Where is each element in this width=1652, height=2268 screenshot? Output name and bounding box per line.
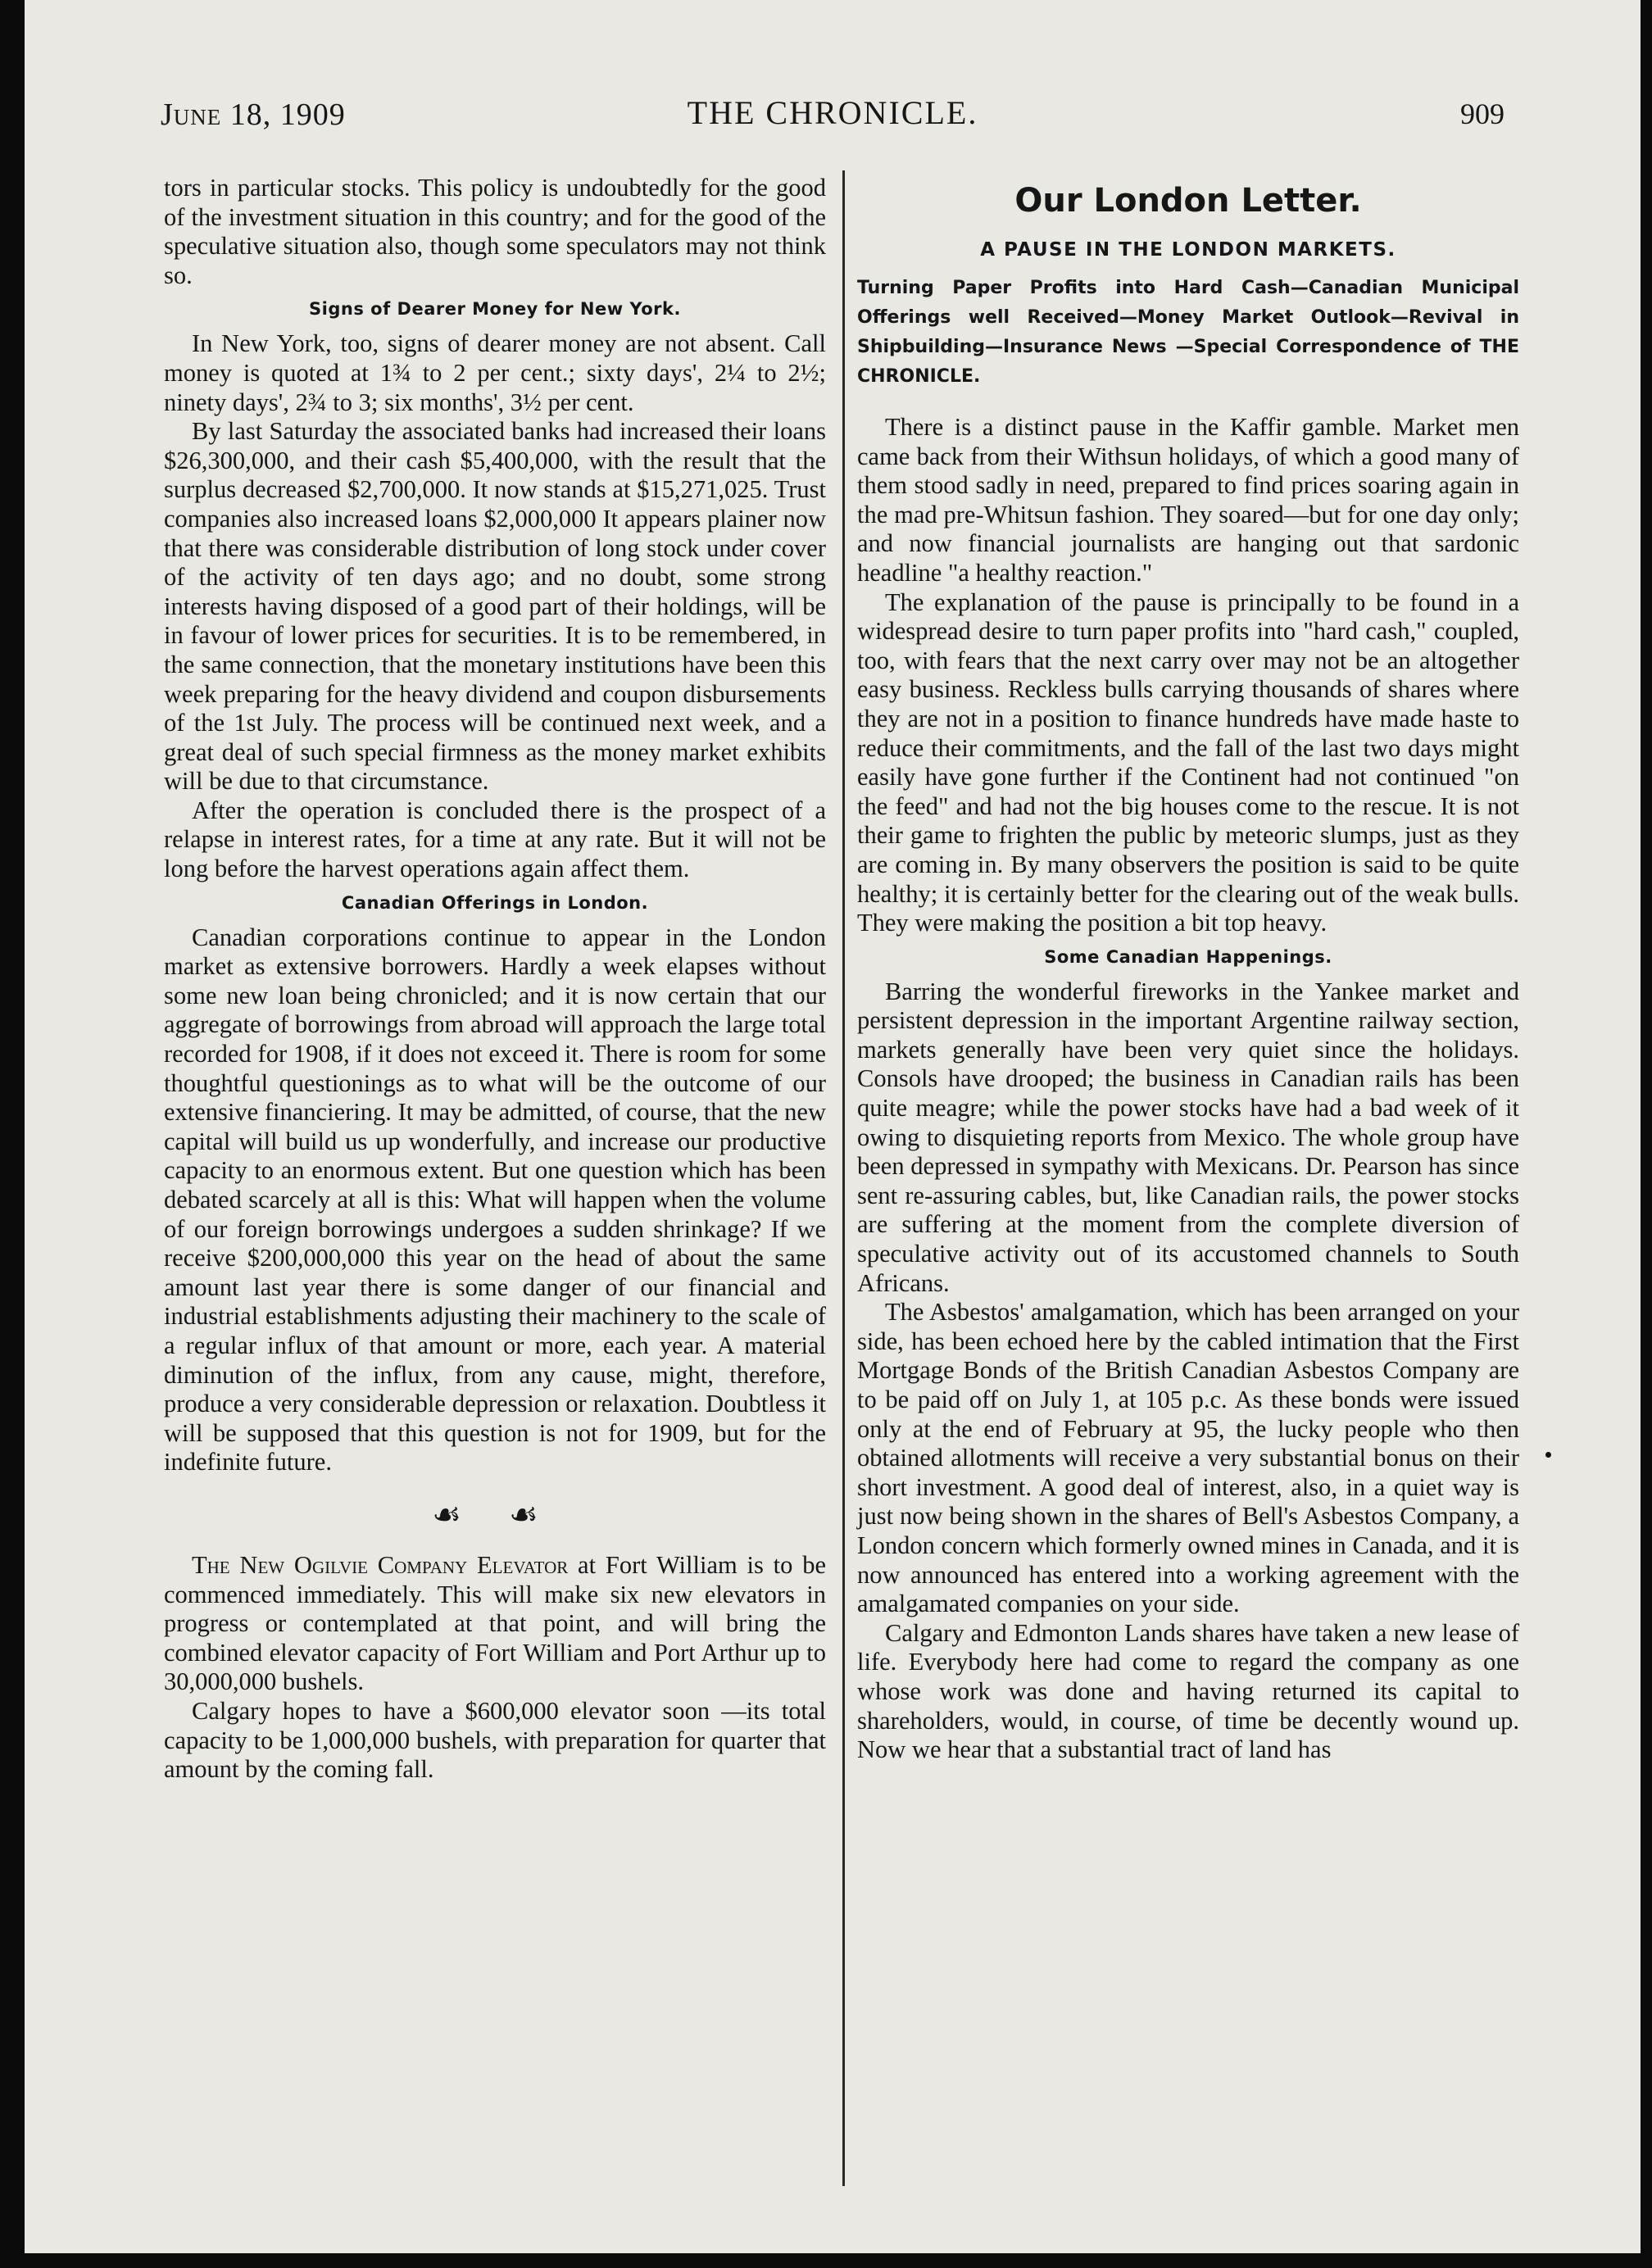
- paragraph: The Asbestos' amalgamation, which has been arranged on your side, has been echoed here by the cabled intimation that the First Mortgage Bonds of the British Canadian Asbestos Company are to be paid off on July 1, at 105 p.c. As these bonds were issued only at the end of February at 95, the lucky people who then obtained allotments will receive a very substantial bonus on their short investment. A good deal of interest, also, in a quiet way is just now being shown in the shares of Bell's Asbestos Company, a London concern which formerly owned mines in Canada, and it is now announced has entered into a working agreement with the amalgamated companies on your side.: [857, 1298, 1519, 1618]
- article-title: Our London Letter.: [1014, 182, 1362, 220]
- scan-border-left: [0, 0, 25, 2268]
- scan-border-right: [1641, 0, 1652, 2268]
- right-column: [857, 174, 1519, 1765]
- paragraph: Calgary hopes to have a $600,000 elevator soon —its total capacity to be 1,000,000 bushels, with preparation for quarter that amount by the coming fall.: [164, 1696, 826, 1784]
- paragraph-text: at Fort William is to be commenced immediately. This will make six new elevators in progress or contemplated at that point, and will bring the combined elevator capacity of Fort William and Port Arthur up to 30,000,000 bushels.: [164, 1550, 826, 1696]
- section-heading-canadian-happenings: Some Canadian Happenings.: [1044, 946, 1332, 967]
- article-deck: Turning Paper Profits into Hard Cash—Canadian Municipal Offerings well Received—Money Market Outlook—Revival in Shipbuilding—Insurance News —Special Correspondence of THE CHRONICLE.: [857, 278, 1519, 387]
- scan-border-bottom: [0, 2253, 1652, 2268]
- paragraph: Canadian corporations continue to appear in the London market as extensive borrowers. Hardly a week elapses without some new loan being chronicled; and it is now certain that our aggregate of borrowings from abroad will approach the large total recorded for 1908, if it does not exceed it. There is room for some thoughtful questionings as to what will be the outcome of our extensive financiering. It may be admitted, of course, that the new capital will build us up wonderfully, and increase our productive capacity to an enormous extent. But one question which has been debated scarcely at all is this: What will happen when the volume of our foreign borrowings undergoes a sudden shrinkage? If we receive $200,000,000 this year on the head of about the same amount last year there is some danger of our financial and industrial establishments adjusting their machinery to the scale of a regular influx of that amount or more, each year. A material diminution of the influx, from any cause, might, therefore, produce a very considerable depression or relaxation. Doubtless it will be supposed that this question is not for 1909, but for the indefinite future.: [164, 923, 826, 1476]
- fleuron-ornament: ☙ ☙: [432, 1495, 558, 1533]
- issue-date: June 18, 1909: [161, 98, 346, 132]
- paragraph: tors in particular stocks. This policy is undoubtedly for the good of the investment situation in this country; and for the good of the speculative situation also, though some speculators may not think so.: [164, 174, 826, 289]
- left-column: [164, 174, 826, 1785]
- running-header: [161, 88, 1504, 138]
- scan-speck: [1545, 1452, 1551, 1458]
- paragraph: After the operation is concluded there is the prospect of a relapse in interest rates, for a time at any rate. But it will not be long before the harvest operations again affect them.: [164, 796, 826, 883]
- publication-title: THE CHRONICLE.: [687, 94, 978, 131]
- page-number: 909: [1460, 98, 1504, 130]
- paragraph: The explanation of the pause is principally to be found in a widespread desire to turn paper profits into "hard cash," coupled, too, with fears that the next carry over may not be an altogether easy business. Reckless bulls carrying thousands of shares where they are not in a position to finance hundreds have made haste to reduce their commitments, and the fall of the last two days might easily have gone further if the Continent had not continued "on the feed" and had not the big houses come to the rescue. It is not their game to frighten the public by meteoric slumps, just as they are coming in. By many observers the position is said to be quite healthy; it is certainly better for the clearing out of the weak bulls. They were making the position a bit top heavy.: [857, 587, 1519, 937]
- section-heading-canadian-offerings: Canadian Offerings in London.: [341, 892, 649, 913]
- column-divider: [842, 170, 845, 2186]
- paragraph: There is a distinct pause in the Kaffir gamble. Market men came back from their Withsun holidays, of which a good many of them stood sadly in need, prepared to find prices soaring again in the mad pre-Whitsun fashion. They soared—but for one day only; and now financial journalists are hanging out that sardonic headline "a healthy reaction.": [857, 413, 1519, 587]
- paragraph: Calgary and Edmonton Lands shares have taken a new lease of life. Everybody here had come to regard the company as one whose work was done and having returned its capital to shareholders, would, in course, of time be decently wound up. Now we hear that a substantial tract of land has: [857, 1618, 1519, 1764]
- paragraph-ogilvie-elevator: [164, 1551, 826, 1697]
- lead-in-small-caps: The New Ogilvie Company Elevator: [192, 1550, 569, 1579]
- article-kicker: A PAUSE IN THE LONDON MARKETS.: [980, 239, 1396, 261]
- paragraph: In New York, too, signs of dearer money are not absent. Call money is quoted at 1¾ to 2 per cent.; sixty days', 2¼ to 2½; ninety days', 2¾ to 3; six months', 3½ per cent.: [164, 329, 826, 416]
- paragraph: By last Saturday the associated banks had increased their loans $26,300,000, and their cash $5,400,000, with the result that the surplus decreased $2,700,000. It now stands at $15,271,025. Trust companies also increased loans $2,000,000 It appears plainer now that there was considerable distribution of long stock under cover of the activity of ten days ago; and no doubt, some strong interests having disposed of a good part of their holdings, will be in favour of lower prices for securities. It is to be remembered, in the same connection, that the monetary institutions have been this week preparing for the heavy dividend and coupon disbursements of the 1st July. The process will be continued next week, and a great deal of such special firmness as the money market exhibits will be due to that circumstance.: [164, 417, 826, 796]
- paragraph: Barring the wonderful fireworks in the Yankee market and persistent depression in the important Argentine railway section, markets generally have been very quiet since the holidays. Consols have drooped; the business in Canadian rails has been quite meagre; while the power stocks have had a bad week of it owing to disquieting reports from Mexico. The whole group have been depressed in sympathy with Mexicans. Dr. Pearson has since sent re-assuring cables, but, like Canadian rails, the power stocks are suffering at the moment from the complete diversion of speculative activity out of its accustomed channels to South Africans.: [857, 977, 1519, 1297]
- section-heading-dearer-money: Signs of Dearer Money for New York.: [309, 299, 681, 320]
